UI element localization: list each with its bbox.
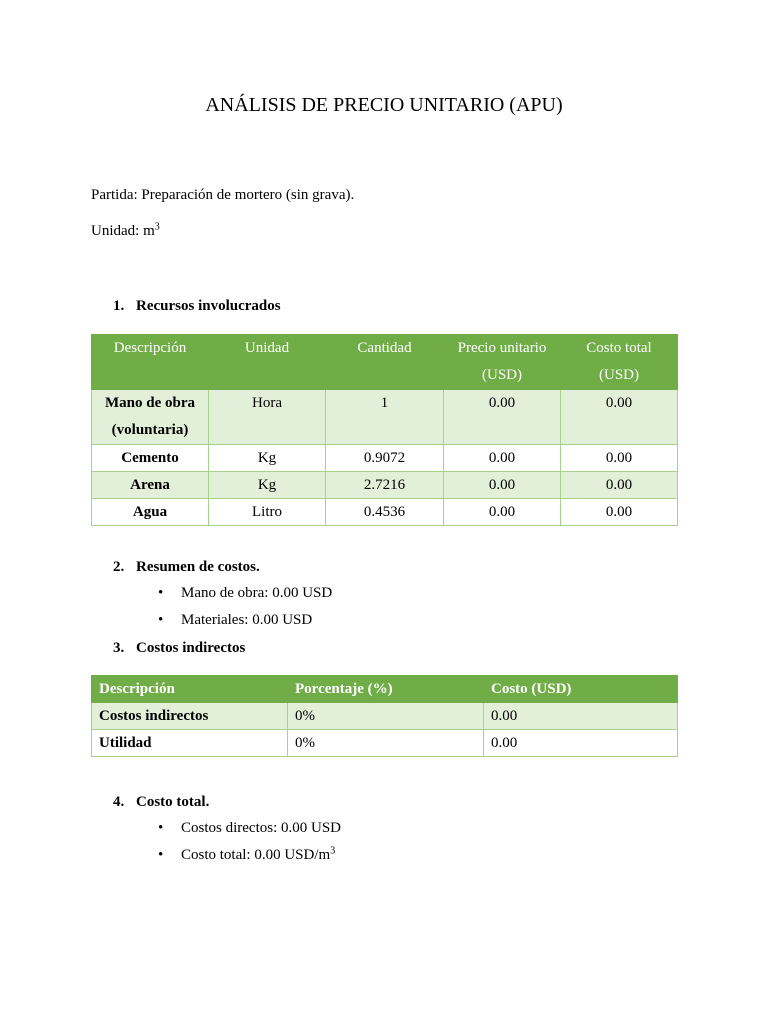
- bullet-icon: •: [158, 612, 164, 628]
- table-row: [92, 390, 678, 445]
- bullet-icon: •: [158, 585, 164, 601]
- section-label: Costo total.: [136, 794, 210, 810]
- header-costo: Costo (USD): [484, 676, 678, 703]
- row-costo: 0.00: [561, 445, 678, 472]
- row-descripcion: Arena: [92, 472, 209, 499]
- row-porcentaje: 0%: [288, 703, 484, 730]
- list-item: • Mano de obra: 0.00 USD: [156, 580, 332, 607]
- section-heading-3: [113, 638, 245, 658]
- indirect-costs-table: [91, 675, 678, 757]
- row-precio: 0.00: [444, 390, 561, 445]
- row-precio: 0.00: [444, 472, 561, 499]
- header-descripcion: Descripción: [92, 335, 209, 390]
- section-label: Costos indirectos: [136, 640, 246, 656]
- section-label: Resumen de costos.: [136, 559, 260, 575]
- header-unidad: Unidad: [209, 335, 326, 390]
- table-header-row: [92, 335, 678, 390]
- unidad-line: [91, 221, 160, 241]
- header-cantidad: Cantidad: [326, 335, 444, 390]
- row-descripcion: Costos indirectos: [92, 703, 288, 730]
- row-unidad: Hora: [209, 390, 326, 445]
- row-descripcion: Utilidad: [92, 730, 288, 757]
- table-header-row: [92, 676, 678, 703]
- partida-line: Partida: Preparación de mortero (sin grava).: [91, 187, 355, 203]
- row-unidad: Kg: [209, 472, 326, 499]
- unidad-superscript: 3: [154, 221, 160, 233]
- row-costo: 0.00: [561, 390, 678, 445]
- row-costo: 0.00: [561, 472, 678, 499]
- row-precio: 0.00: [444, 445, 561, 472]
- row-cantidad: 2.7216: [326, 472, 444, 499]
- row-cantidad: 0.9072: [326, 445, 444, 472]
- table-row: [92, 445, 678, 472]
- total-cost-list: [156, 815, 341, 869]
- list-item: • Costos directos: 0.00 USD: [156, 815, 341, 842]
- list-item: • Costo total: 0.00 USD/$m^3$: [156, 842, 341, 869]
- row-descripcion: Cemento: [92, 445, 209, 472]
- row-cantidad: 1: [326, 390, 444, 445]
- section-heading-1: [113, 296, 281, 316]
- page-title: ANÁLISIS DE PRECIO UNITARIO (APU): [205, 94, 563, 116]
- header-descripcion: Descripción: [92, 676, 288, 703]
- row-costo: 0.00: [561, 499, 678, 526]
- table-row: [92, 730, 678, 757]
- section-heading-4: [113, 792, 209, 812]
- section-label: Recursos involucrados: [136, 298, 281, 314]
- bullet-icon: •: [158, 847, 164, 863]
- section-number: 2.: [113, 559, 125, 575]
- header-costo-total: Costo total (USD): [561, 335, 678, 390]
- row-precio: 0.00: [444, 499, 561, 526]
- list-item: • Materiales: 0.00 USD: [156, 607, 332, 634]
- cost-summary-list: [156, 580, 332, 634]
- row-descripcion: Agua: [92, 499, 209, 526]
- header-porcentaje: Porcentaje (%): [288, 676, 484, 703]
- table-row: [92, 472, 678, 499]
- row-costo: 0.00: [484, 730, 678, 757]
- row-costo: 0.00: [484, 703, 678, 730]
- row-unidad: Kg: [209, 445, 326, 472]
- row-descripcion: Mano de obra (voluntaria): [92, 390, 209, 445]
- bullet-icon: •: [158, 820, 164, 836]
- row-cantidad: 0.4536: [326, 499, 444, 526]
- resources-table: [91, 334, 678, 526]
- row-unidad: Litro: [209, 499, 326, 526]
- header-precio-unitario: Precio unitario (USD): [444, 335, 561, 390]
- section-number: 4.: [113, 794, 125, 810]
- unidad-label: Unidad: m: [91, 223, 155, 239]
- section-number: 1.: [113, 298, 125, 314]
- table-row: [92, 703, 678, 730]
- table-row: [92, 499, 678, 526]
- section-heading-2: [113, 557, 260, 577]
- section-number: 3.: [113, 640, 125, 656]
- row-porcentaje: 0%: [288, 730, 484, 757]
